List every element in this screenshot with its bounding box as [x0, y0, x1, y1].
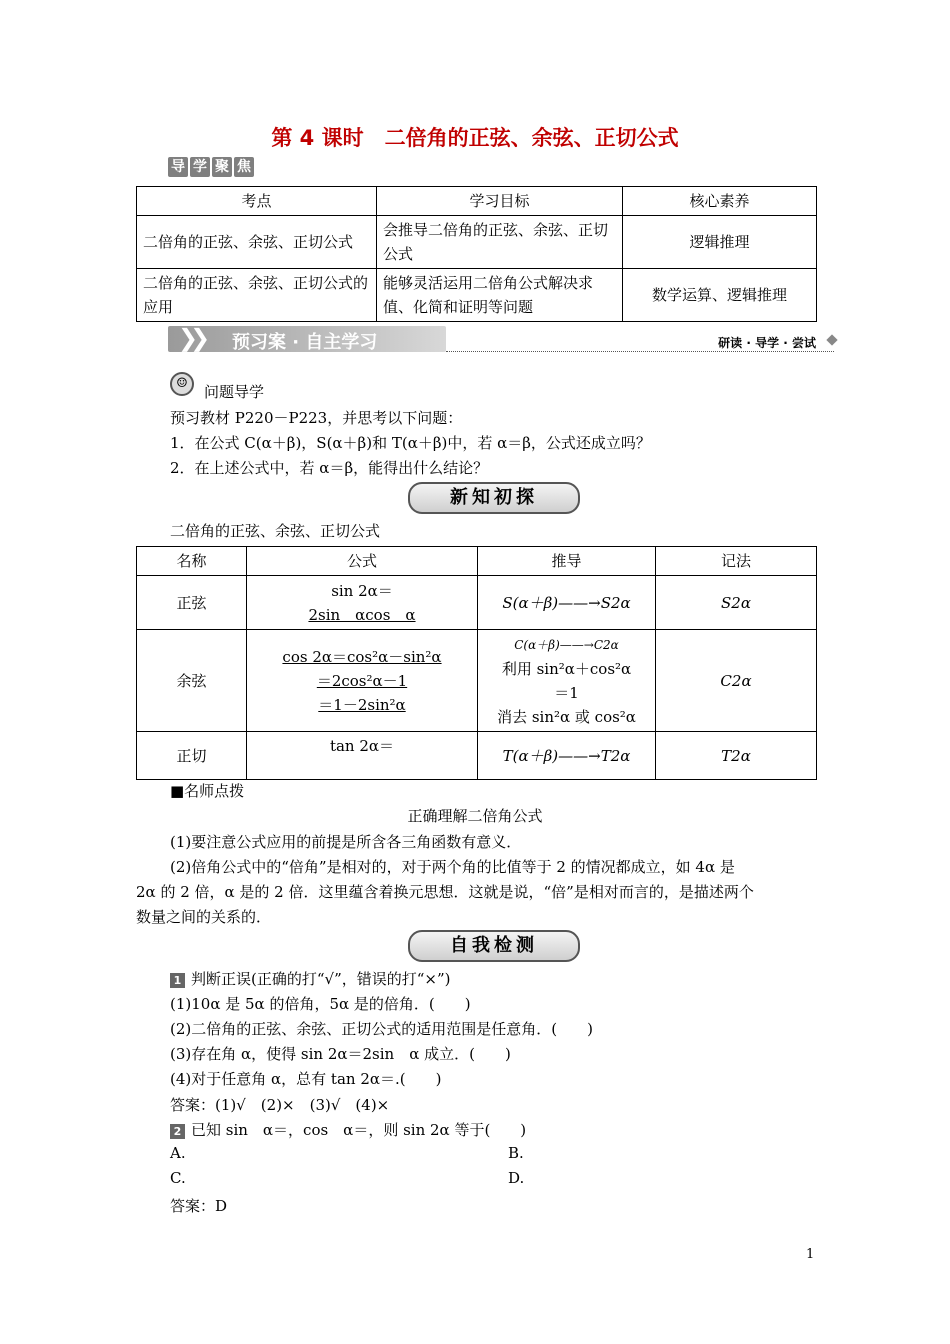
preview-banner — [168, 322, 838, 356]
focus-chip: 学 — [190, 157, 210, 177]
notation-cell: T2α — [656, 732, 817, 780]
table-header: 学习目标 — [377, 187, 623, 216]
notation-cell: S2α — [656, 576, 817, 630]
formula-name: 正弦 — [137, 576, 247, 630]
question-number-badge: 2 — [170, 1124, 185, 1139]
option-a: A. — [170, 1144, 186, 1162]
derivation-cell — [478, 630, 656, 732]
focus-chip: 聚 — [212, 157, 232, 177]
banner-divider — [446, 351, 834, 352]
tip-paragraph-2: (2)倍角公式中的“倍角”是相对的，对于两个角的比值等于 2 的情况都成立，如 4α 是 — [170, 858, 735, 876]
table-header: 考点 — [137, 187, 377, 216]
tip-paragraph-2-end: 数量之间的关系的． — [136, 908, 272, 926]
answer-1: 答案：(1)√ (2)× (3)√ (4)× — [170, 1096, 390, 1114]
formula-line: 2sin αcos α — [308, 605, 416, 624]
check-item: (3)存在角 α，使得 sin 2α＝2sin α 成立．( ) — [170, 1045, 511, 1063]
teacher-tip-heading: 正确理解二倍角公式 — [407, 807, 543, 825]
table-cell: 二倍角的正弦、余弦、正切公式 — [137, 216, 377, 269]
option-c: C. — [170, 1169, 186, 1187]
table-header: 核心素养 — [623, 187, 817, 216]
study-focus-label — [168, 157, 254, 177]
self-check-banner: 自我检测 — [408, 930, 580, 962]
learning-goals-table — [136, 186, 817, 322]
formula-line: ＝1－2sin²α — [318, 695, 406, 714]
derivation-cell: T(α＋β)——→T2α — [478, 732, 656, 780]
formula-cell — [247, 630, 478, 732]
formula-caption: 二倍角的正弦、余弦、正切公式 — [170, 522, 381, 540]
formula-line: cos 2α＝cos²α－sin²α — [282, 647, 442, 666]
derivation-line: 消去 sin²α 或 cos²α — [497, 707, 636, 726]
table-header: 公式 — [247, 547, 478, 576]
table-cell: 数学运算、逻辑推理 — [623, 269, 817, 322]
teacher-tip-label: ■名师点拨 — [170, 782, 245, 800]
diamond-icon — [826, 334, 837, 345]
tip-paragraph-1: (1)要注意公式应用的前提是所含各三角函数有意义． — [170, 833, 522, 851]
question-text: 已知 sin α＝，cos α＝，则 sin 2α 等于( ) — [191, 1121, 527, 1139]
table-row — [137, 732, 817, 780]
smiley-icon: ☺ — [170, 372, 194, 396]
formula-table — [136, 546, 817, 780]
question-number-badge: 1 — [170, 973, 185, 988]
formula-cell — [247, 576, 478, 630]
derivation-line: C(α＋β)——→C2α — [514, 637, 619, 652]
problem-guide-intro: 预习教材 P220－P223，并思考以下问题： — [170, 409, 463, 427]
derivation-line: ＝1 — [554, 683, 579, 702]
table-row — [137, 630, 817, 732]
tip-paragraph-2-cont: 2α 的 2 倍，α 是的 2 倍．这里蕴含着换元思想．这就是说，“倍”是相对而言的，是描述两个 — [136, 883, 754, 901]
banner-title-left: 预习案 — [232, 332, 286, 353]
formula-line: ＝2cos²α－1 — [316, 671, 408, 690]
self-check-q2 — [170, 1119, 526, 1140]
table-header: 记法 — [656, 547, 817, 576]
banner-dot: · — [292, 332, 300, 353]
banner-tagline: 研读 · 导学 · 尝试 — [718, 336, 816, 350]
formula-name: 余弦 — [137, 630, 247, 732]
question-1: 1．在公式 C(α＋β)，S(α＋β)和 T(α＋β)中，若 α＝β，公式还成立吗？ — [170, 434, 651, 452]
table-cell: 会推导二倍角的正弦、余弦、正切公式 — [377, 216, 623, 269]
focus-chip: 导 — [168, 157, 188, 177]
table-row — [137, 216, 817, 269]
derivation-cell: S(α＋β)——→S2α — [478, 576, 656, 630]
table-cell: 二倍角的正弦、余弦、正切公式的应用 — [137, 269, 377, 322]
answer-2: 答案：D — [170, 1197, 228, 1215]
page-title: 第 4 课时 二倍角的正弦、余弦、正切公式 — [271, 126, 679, 150]
table-header: 名称 — [137, 547, 247, 576]
problem-guide-heading: 问题导学 — [204, 383, 265, 401]
formula-name: 正切 — [137, 732, 247, 780]
banner-title-right: 自主学习 — [305, 332, 378, 353]
new-knowledge-banner: 新知初探 — [408, 482, 580, 514]
check-item: (1)10α 是 5α 的倍角，5α 是的倍角．( ) — [170, 995, 471, 1013]
check-item: (4)对于任意角 α，总有 tan 2α＝.( ) — [170, 1070, 442, 1088]
page-number: 1 — [806, 1247, 815, 1262]
notation-cell: C2α — [656, 630, 817, 732]
self-check-q1 — [170, 968, 451, 989]
focus-chip: 焦 — [234, 157, 254, 177]
question-text: 判断正误(正确的打“√”，错误的打“×”) — [191, 970, 451, 988]
table-row — [137, 576, 817, 630]
formula-line: sin 2α＝ — [331, 581, 393, 600]
option-d: D. — [508, 1169, 525, 1187]
table-row — [137, 269, 817, 322]
table-header: 推导 — [478, 547, 656, 576]
option-b: B. — [508, 1144, 524, 1162]
table-cell: 逻辑推理 — [623, 216, 817, 269]
check-item: (2)二倍角的正弦、余弦、正切公式的适用范围是任意角．( ) — [170, 1020, 593, 1038]
double-chevron-icon: ❯❯ — [178, 324, 203, 352]
formula-cell — [247, 732, 478, 780]
question-2: 2．在上述公式中，若 α＝β，能得出什么结论？ — [170, 459, 489, 477]
table-cell: 能够灵活运用二倍角公式解决求值、化简和证明等问题 — [377, 269, 623, 322]
banner-title — [232, 328, 377, 354]
derivation-line: 利用 sin²α＋cos²α — [501, 659, 632, 678]
formula-line: tan 2α＝ — [329, 737, 395, 755]
